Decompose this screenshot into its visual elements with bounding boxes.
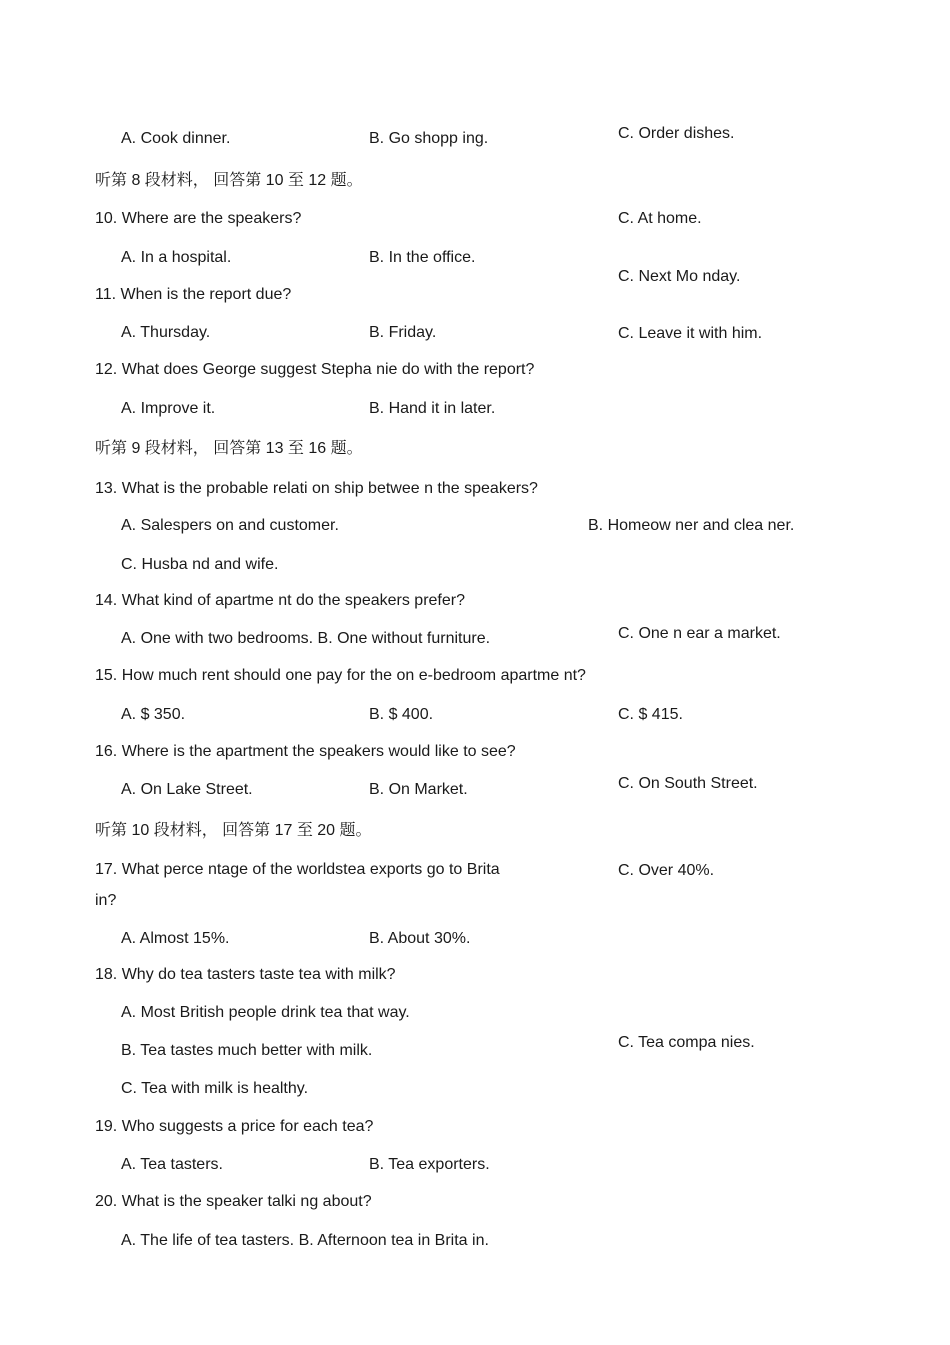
q19-option-c: C. Tea compa nies. xyxy=(618,1034,755,1051)
q13-option-a: A. Salespers on and customer. xyxy=(121,517,339,534)
section-8-heading: 听第 8 段材料， 回答第 10 至 12 题。 xyxy=(95,172,363,189)
q9-option-b: B. Go shopp ing. xyxy=(369,130,489,147)
q10-option-b: B. In the office. xyxy=(369,249,476,266)
q14-options-ab: A. One with two bedrooms. B. One without furniture. xyxy=(121,630,491,647)
q19-option-b: B. Tea exporters. xyxy=(369,1156,490,1173)
q13-option-b: B. Homeow ner and clea ner. xyxy=(588,517,795,534)
q11-option-a: A. Thursday. xyxy=(121,324,211,341)
q16-question: 16. Where is the apartment the speakers would like to see? xyxy=(95,743,516,760)
q18-option-b: B. Tea tastes much better with milk. xyxy=(121,1042,373,1059)
q15-question: 15. How much rent should one pay for the on e-bedroom apartme nt? xyxy=(95,667,586,684)
q15-option-b: B. $ 400. xyxy=(369,706,434,723)
q11-option-b: B. Friday. xyxy=(369,324,437,341)
q12-option-c: C. Leave it with him. xyxy=(618,325,763,342)
q18-option-c: C. Tea with milk is healthy. xyxy=(121,1080,309,1097)
q9-option-c: C. Order dishes. xyxy=(618,125,735,142)
q17-option-a: A. Almost 15%. xyxy=(121,930,230,947)
q11-question: 11. When is the report due? xyxy=(95,286,292,303)
q17-question-line2: in? xyxy=(95,892,117,909)
q11-option-c: C. Next Mo nday. xyxy=(618,268,741,285)
q17-option-c: C. Over 40%. xyxy=(618,862,715,879)
q16-option-b: B. On Market. xyxy=(369,781,468,798)
q20-question: 20. What is the speaker talki ng about? xyxy=(95,1193,372,1210)
section-9-heading: 听第 9 段材料， 回答第 13 至 16 题。 xyxy=(95,440,363,457)
q17-question-line1: 17. What perce ntage of the worldstea exports go to Brita xyxy=(95,861,500,878)
q14-question: 14. What kind of apartme nt do the speakers prefer? xyxy=(95,592,465,609)
q13-question: 13. What is the probable relati on ship betwee n the speakers? xyxy=(95,480,538,497)
q10-question: 10. Where are the speakers? xyxy=(95,210,302,227)
q10-option-a: A. In a hospital. xyxy=(121,249,232,266)
q15-option-a: A. $ 350. xyxy=(121,706,186,723)
q19-question: 19. Who suggests a price for each tea? xyxy=(95,1118,374,1135)
q12-option-b: B. Hand it in later. xyxy=(369,400,496,417)
q18-option-a: A. Most British people drink tea that way. xyxy=(121,1004,410,1021)
q9-option-a: A. Cook dinner. xyxy=(121,130,231,147)
q17-option-b: B. About 30%. xyxy=(369,930,471,947)
q10-option-c: C. At home. xyxy=(618,210,702,227)
q13-option-c: C. Husba nd and wife. xyxy=(121,556,279,573)
q14-option-c: C. One n ear a market. xyxy=(618,625,781,642)
q18-question: 18. Why do tea tasters taste tea with milk? xyxy=(95,966,396,983)
q12-option-a: A. Improve it. xyxy=(121,400,216,417)
q12-question: 12. What does George suggest Stepha nie do with the report? xyxy=(95,361,535,378)
q19-option-a: A. Tea tasters. xyxy=(121,1156,223,1173)
q16-option-c: C. On South Street. xyxy=(618,775,758,792)
q16-option-a: A. On Lake Street. xyxy=(121,781,253,798)
q15-option-c: C. $ 415. xyxy=(618,706,683,723)
section-10-heading: 听第 10 段材料， 回答第 17 至 20 题。 xyxy=(95,822,372,839)
q20-options-ab: A. The life of tea tasters. B. Afternoon tea in Brita in. xyxy=(121,1232,489,1249)
